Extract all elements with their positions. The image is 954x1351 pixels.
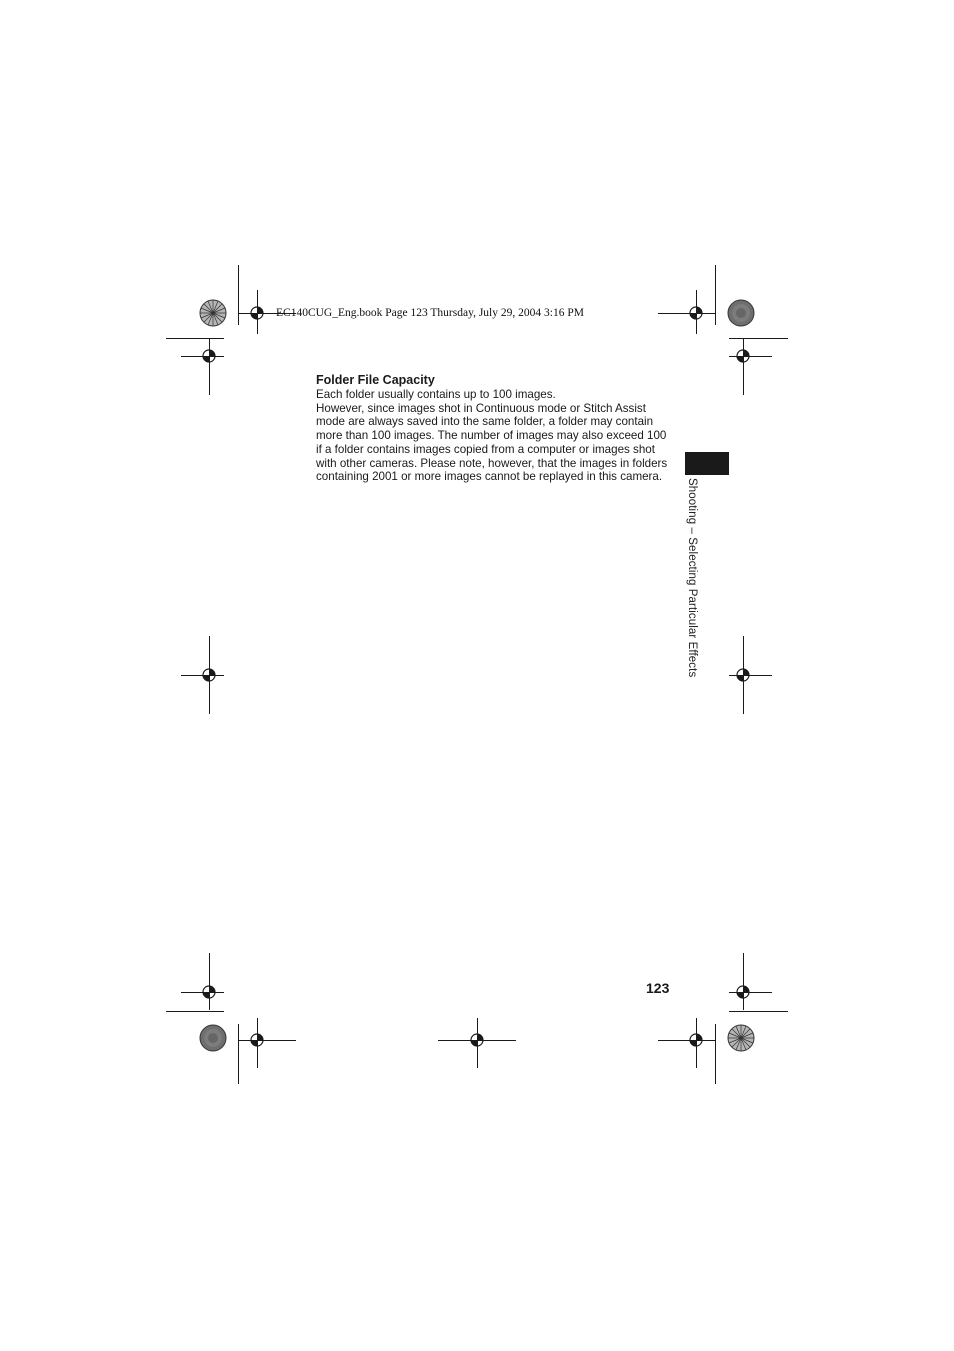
crop-mark <box>166 1011 224 1012</box>
registration-target-icon <box>733 346 753 366</box>
halftone-disc-icon <box>199 1024 227 1052</box>
page-number: 123 <box>646 980 670 996</box>
registration-target-icon <box>247 1030 267 1050</box>
crop-mark <box>729 338 788 339</box>
chapter-tab-marker <box>685 452 729 475</box>
crop-mark <box>238 265 239 325</box>
registration-target-icon <box>733 982 753 1002</box>
registration-target-icon <box>733 665 753 685</box>
paragraph: However, since images shot in Continuous mode or Stitch Assist mode are always saved into the same folder, a folder may contain more than 100 images. The number of images may also exceed 100 if a folder contains images copied from a computer or images shot with other cameras. Please note, however, that the images in folders containing 2001 or more images cannot be replayed in this camera. <box>316 401 668 484</box>
registration-target-icon <box>199 665 219 685</box>
registration-target-icon <box>467 1030 487 1050</box>
starburst-disc-icon <box>727 1024 755 1052</box>
chapter-tab-label: Shooting – Selecting Particular Effects <box>686 478 698 678</box>
starburst-disc-icon <box>199 299 227 327</box>
registration-target-icon <box>199 346 219 366</box>
crop-mark <box>715 1024 716 1084</box>
section-folder-file-capacity <box>316 373 672 484</box>
crop-mark <box>238 1024 239 1084</box>
section-title: Folder File Capacity <box>316 373 435 387</box>
print-header: EC140CUG_Eng.book Page 123 Thursday, July 29, 2004 3:16 PM <box>276 307 584 319</box>
registration-target-icon <box>247 303 267 323</box>
crop-mark <box>715 265 716 325</box>
registration-target-icon <box>686 1030 706 1050</box>
crop-mark <box>166 338 224 339</box>
halftone-disc-icon <box>727 299 755 327</box>
registration-target-icon <box>199 982 219 1002</box>
registration-target-icon <box>686 303 706 323</box>
paragraph: Each folder usually contains up to 100 images. <box>316 388 556 401</box>
crop-mark <box>729 1011 788 1012</box>
